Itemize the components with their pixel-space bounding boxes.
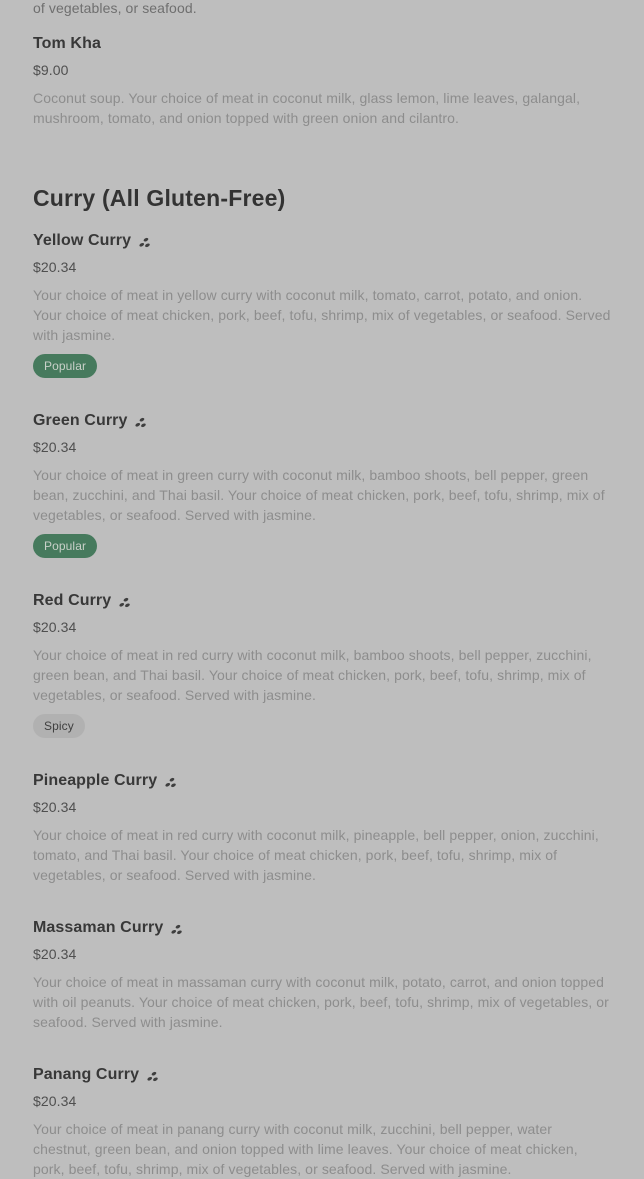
item-description: Coconut soup. Your choice of meat in coconut milk, glass lemon, lime leaves, galangal, mushroom, tomato, and onion topped with green onion and cilantro. (33, 90, 581, 126)
section-title: Curry (All Gluten-Free) (33, 185, 286, 211)
item-price: $20.34 (33, 1093, 77, 1109)
item-name: Yellow Curry (33, 232, 611, 250)
vegetarian-leaf-icon (170, 923, 183, 936)
dietary-badge: Popular (33, 534, 97, 558)
clipped-text: of vegetables, or seafood. (33, 0, 197, 16)
item-name: Pineapple Curry (33, 772, 611, 790)
item-description: Your choice of meat in red curry with coconut milk, pineapple, bell pepper, onion, zucchini, tomato, and Thai basil. Your choice of meat chicken, pork, beef, tofu, shrimp, mix of vegetables, or seafood. Served with jasmine. (33, 827, 599, 883)
item-price: $20.34 (33, 439, 77, 455)
item-description: Your choice of meat in yellow curry with coconut milk, tomato, carrot, potato, and onion. Your choice of meat chicken, pork, beef, tofu, shrimp, mix of vegetables, or seafood. Served with jasmine. (33, 287, 611, 343)
dietary-badge: Popular (33, 354, 97, 378)
menu-item[interactable] (33, 1066, 611, 1179)
item-name: Red Curry (33, 592, 611, 610)
item-description: Your choice of meat in red curry with coconut milk, bamboo shoots, bell pepper, zucchini, green bean, and Thai basil. Your choice of meat chicken, pork, beef, tofu, shrimp, mix of vegetables, or seafood. Served with jasmine. (33, 647, 592, 703)
item-description: Your choice of meat in massaman curry with coconut milk, potato, carrot, and onion topped with oil peanuts. Your choice of meat chicken, pork, beef, tofu, shrimp, mix of vegetables, or seafood. Served with jasmine. (33, 974, 609, 1030)
item-name: Tom Kha (33, 35, 101, 52)
vegetarian-leaf-icon (164, 776, 177, 789)
item-description: Your choice of meat in green curry with coconut milk, bamboo shoots, bell pepper, green bean, zucchini, and Thai basil. Your choice of meat chicken, pork, beef, tofu, shrimp, mix of vegetables, or seafood. Served with jasmine. (33, 467, 605, 523)
item-price: $20.34 (33, 619, 77, 635)
menu-item[interactable] (33, 592, 611, 738)
item-name: Massaman Curry (33, 919, 611, 937)
vegetarian-leaf-icon (134, 416, 147, 429)
item-price: $20.34 (33, 799, 77, 815)
vegetarian-leaf-icon (146, 1070, 159, 1083)
vegetarian-leaf-icon (118, 596, 131, 609)
vegetarian-leaf-icon (138, 236, 151, 249)
item-description: Your choice of meat in panang curry with coconut milk, zucchini, bell pepper, water chestnut, green bean, and onion topped with lime leaves. Your choice of meat chicken, pork, beef, tofu, shrimp, mix of vegetables, or seafood. Served with jasmine. (33, 1121, 578, 1177)
menu-item[interactable] (33, 412, 611, 558)
item-price: $20.34 (33, 259, 77, 275)
clipped-text-line (33, 0, 611, 16)
item-name: Panang Curry (33, 1066, 611, 1084)
item-price: $20.34 (33, 946, 77, 962)
menu-item[interactable] (33, 919, 611, 1032)
menu-item[interactable] (33, 232, 611, 378)
menu-item[interactable] (33, 35, 611, 128)
menu-item[interactable] (33, 772, 611, 885)
dietary-badge: Spicy (33, 714, 85, 738)
item-price: $9.00 (33, 62, 69, 78)
item-name: Green Curry (33, 412, 611, 430)
